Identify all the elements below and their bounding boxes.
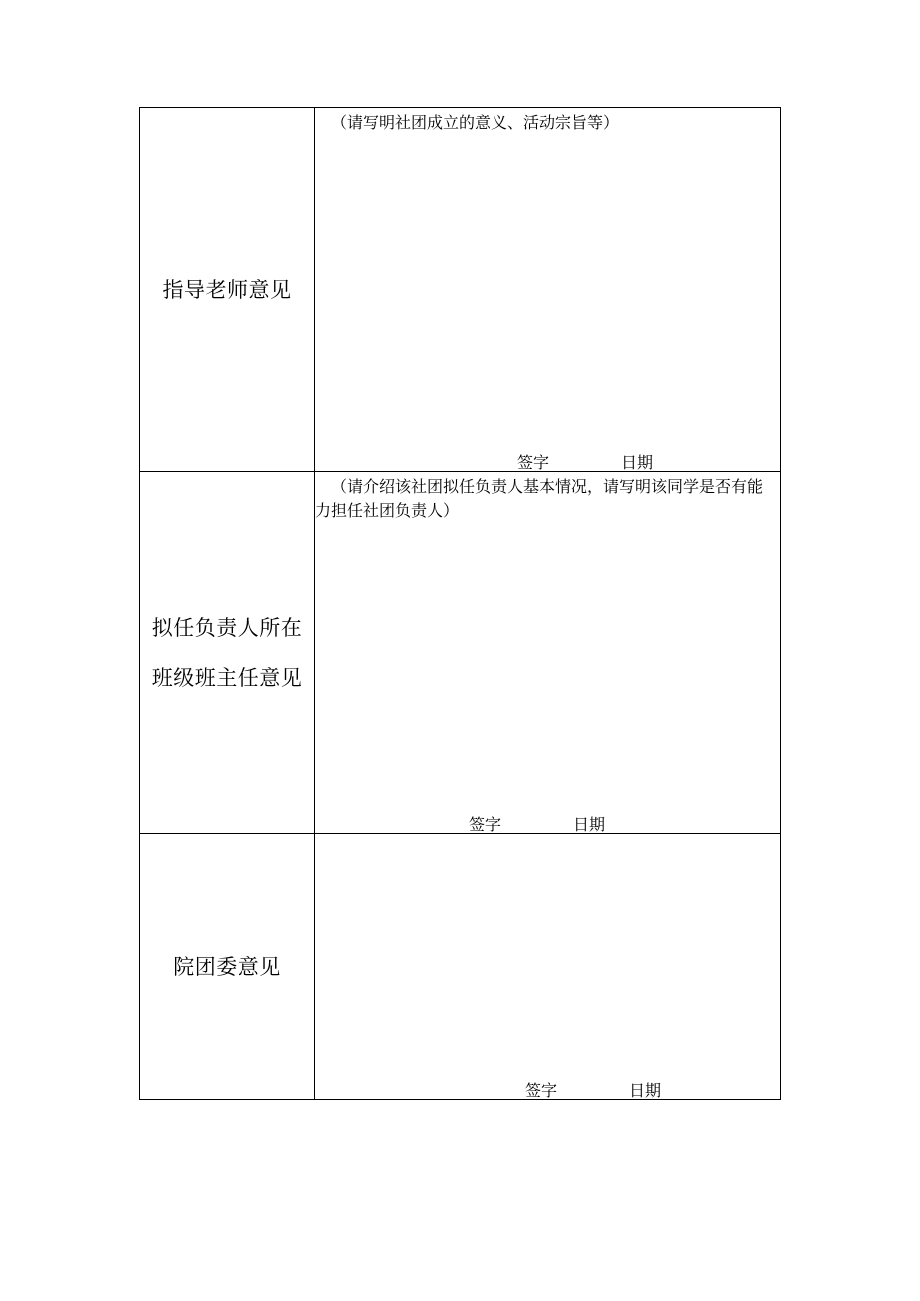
advisor-opinion-input-area[interactable] [315,108,780,471]
youth-league-opinion-row [140,834,780,1099]
youth-league-date-label: 日期 [629,1081,662,1100]
head-teacher-sign-label: 签字 [469,815,502,834]
youth-league-opinion-label-cell [140,834,315,1099]
head-teacher-date-label: 日期 [573,815,606,834]
advisor-opinion-row [140,108,780,472]
head-teacher-signature-line [469,814,605,836]
advisor-sign-label: 签字 [517,453,550,472]
head-teacher-opinion-label-cell [140,472,315,833]
head-teacher-label-line2: 班级班主任意见 [151,665,303,690]
youth-league-opinion-input-area[interactable] [315,834,780,1099]
head-teacher-opinion-row [140,472,780,834]
advisor-opinion-instruction: （请写明社团成立的意义、活动宗旨等） [331,113,620,132]
youth-league-sign-label: 签字 [525,1081,558,1100]
head-teacher-opinion-instruction: （请介绍该社团拟任负责人基本情况，请写明该同学是否有能力担任社团负责人） [315,477,764,520]
advisor-date-label: 日期 [621,453,654,472]
head-teacher-label-line1: 拟任负责人所在 [151,615,303,640]
youth-league-signature-line [525,1080,661,1102]
head-teacher-opinion-label [152,603,303,703]
advisor-signature-line [517,452,653,474]
youth-league-opinion-label: 院团委意见 [173,954,281,979]
advisor-opinion-label: 指导老师意见 [162,277,292,302]
opinion-form-table [139,107,781,1100]
advisor-opinion-label-cell [140,108,315,471]
head-teacher-opinion-input-area[interactable] [315,472,780,833]
